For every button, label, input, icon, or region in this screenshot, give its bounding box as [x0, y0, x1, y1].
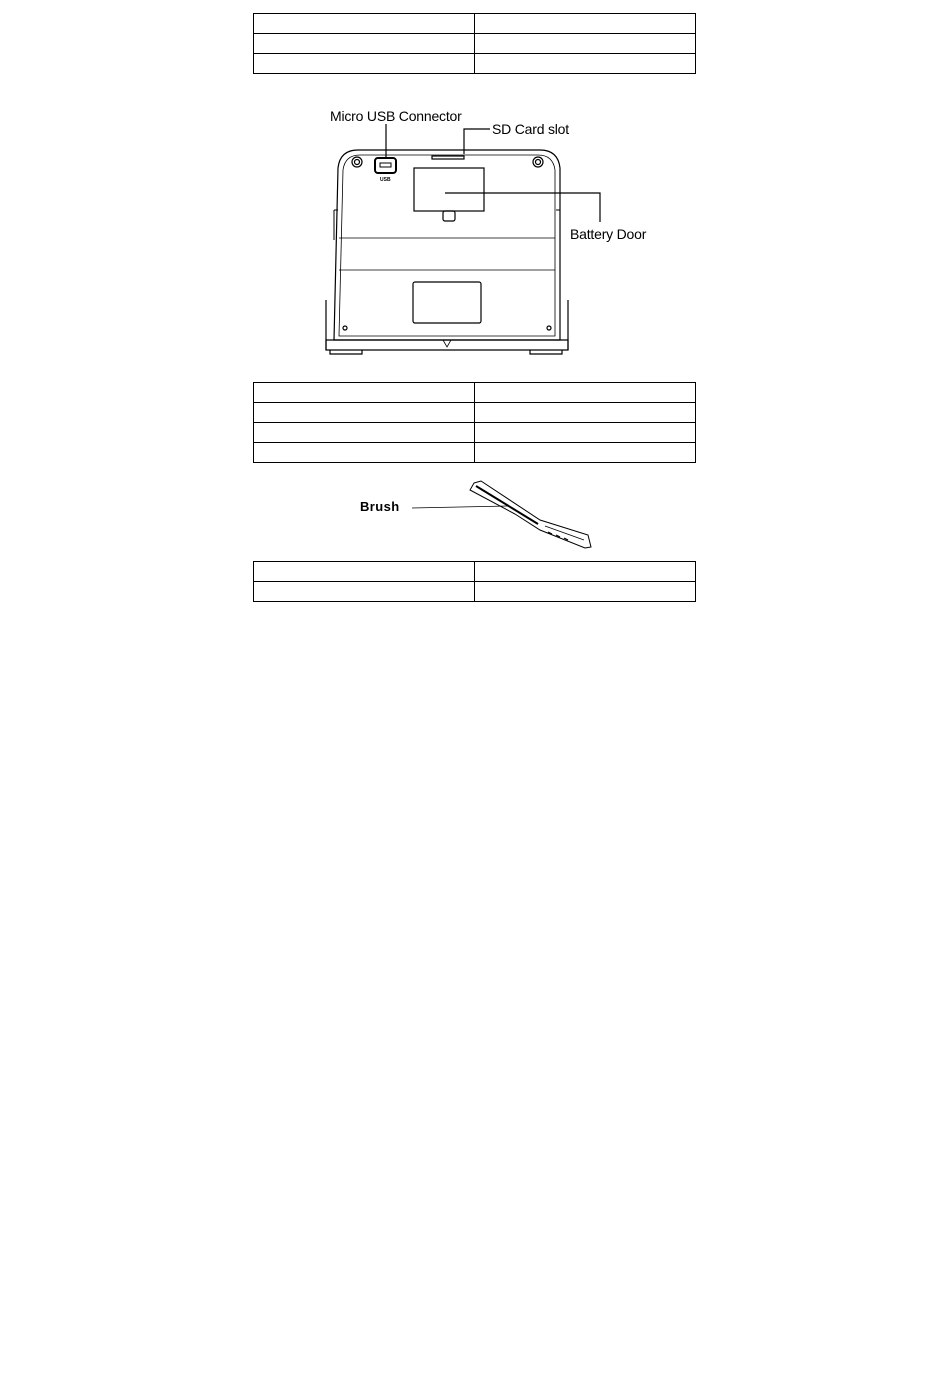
table-cell [475, 582, 696, 602]
table-cell [475, 423, 696, 443]
device-base [326, 340, 568, 350]
screw-top-right [533, 157, 543, 167]
label-brush: Brush [360, 499, 400, 514]
table-cell [254, 423, 475, 443]
label-plate [413, 282, 481, 323]
table-cell [254, 403, 475, 423]
label-micro-usb: Micro USB Connector [330, 108, 462, 124]
table-row [254, 403, 696, 423]
usb-mark: USB [380, 177, 391, 183]
table-row [254, 423, 696, 443]
table-cell [254, 582, 475, 602]
table-cell [475, 383, 696, 403]
screw-bottom-left [343, 326, 347, 330]
table-row [254, 443, 696, 463]
table-row [254, 582, 696, 602]
table-row [254, 562, 696, 582]
table-cell [475, 403, 696, 423]
device-body-outline [334, 150, 560, 340]
table-cell [254, 562, 475, 582]
sd-card-slot [432, 156, 464, 159]
battery-door [414, 168, 484, 211]
table-bottom [253, 561, 696, 602]
label-sd-card-slot: SD Card slot [492, 121, 569, 137]
battery-door-latch [443, 211, 455, 221]
usb-port [375, 158, 396, 173]
brush-illustration [412, 481, 591, 548]
label-battery-door: Battery Door [570, 226, 647, 242]
leader-brush [412, 506, 508, 508]
table-cell [254, 443, 475, 463]
table-row [254, 383, 696, 403]
table-cell [254, 383, 475, 403]
device-body-inner [339, 155, 555, 336]
table-middle [253, 382, 696, 463]
screw-bottom-right [547, 326, 551, 330]
table-cell [475, 443, 696, 463]
triangle-marker [443, 340, 451, 347]
screw-top-left [352, 157, 362, 167]
leader-battery [445, 193, 600, 222]
table-cell [475, 562, 696, 582]
